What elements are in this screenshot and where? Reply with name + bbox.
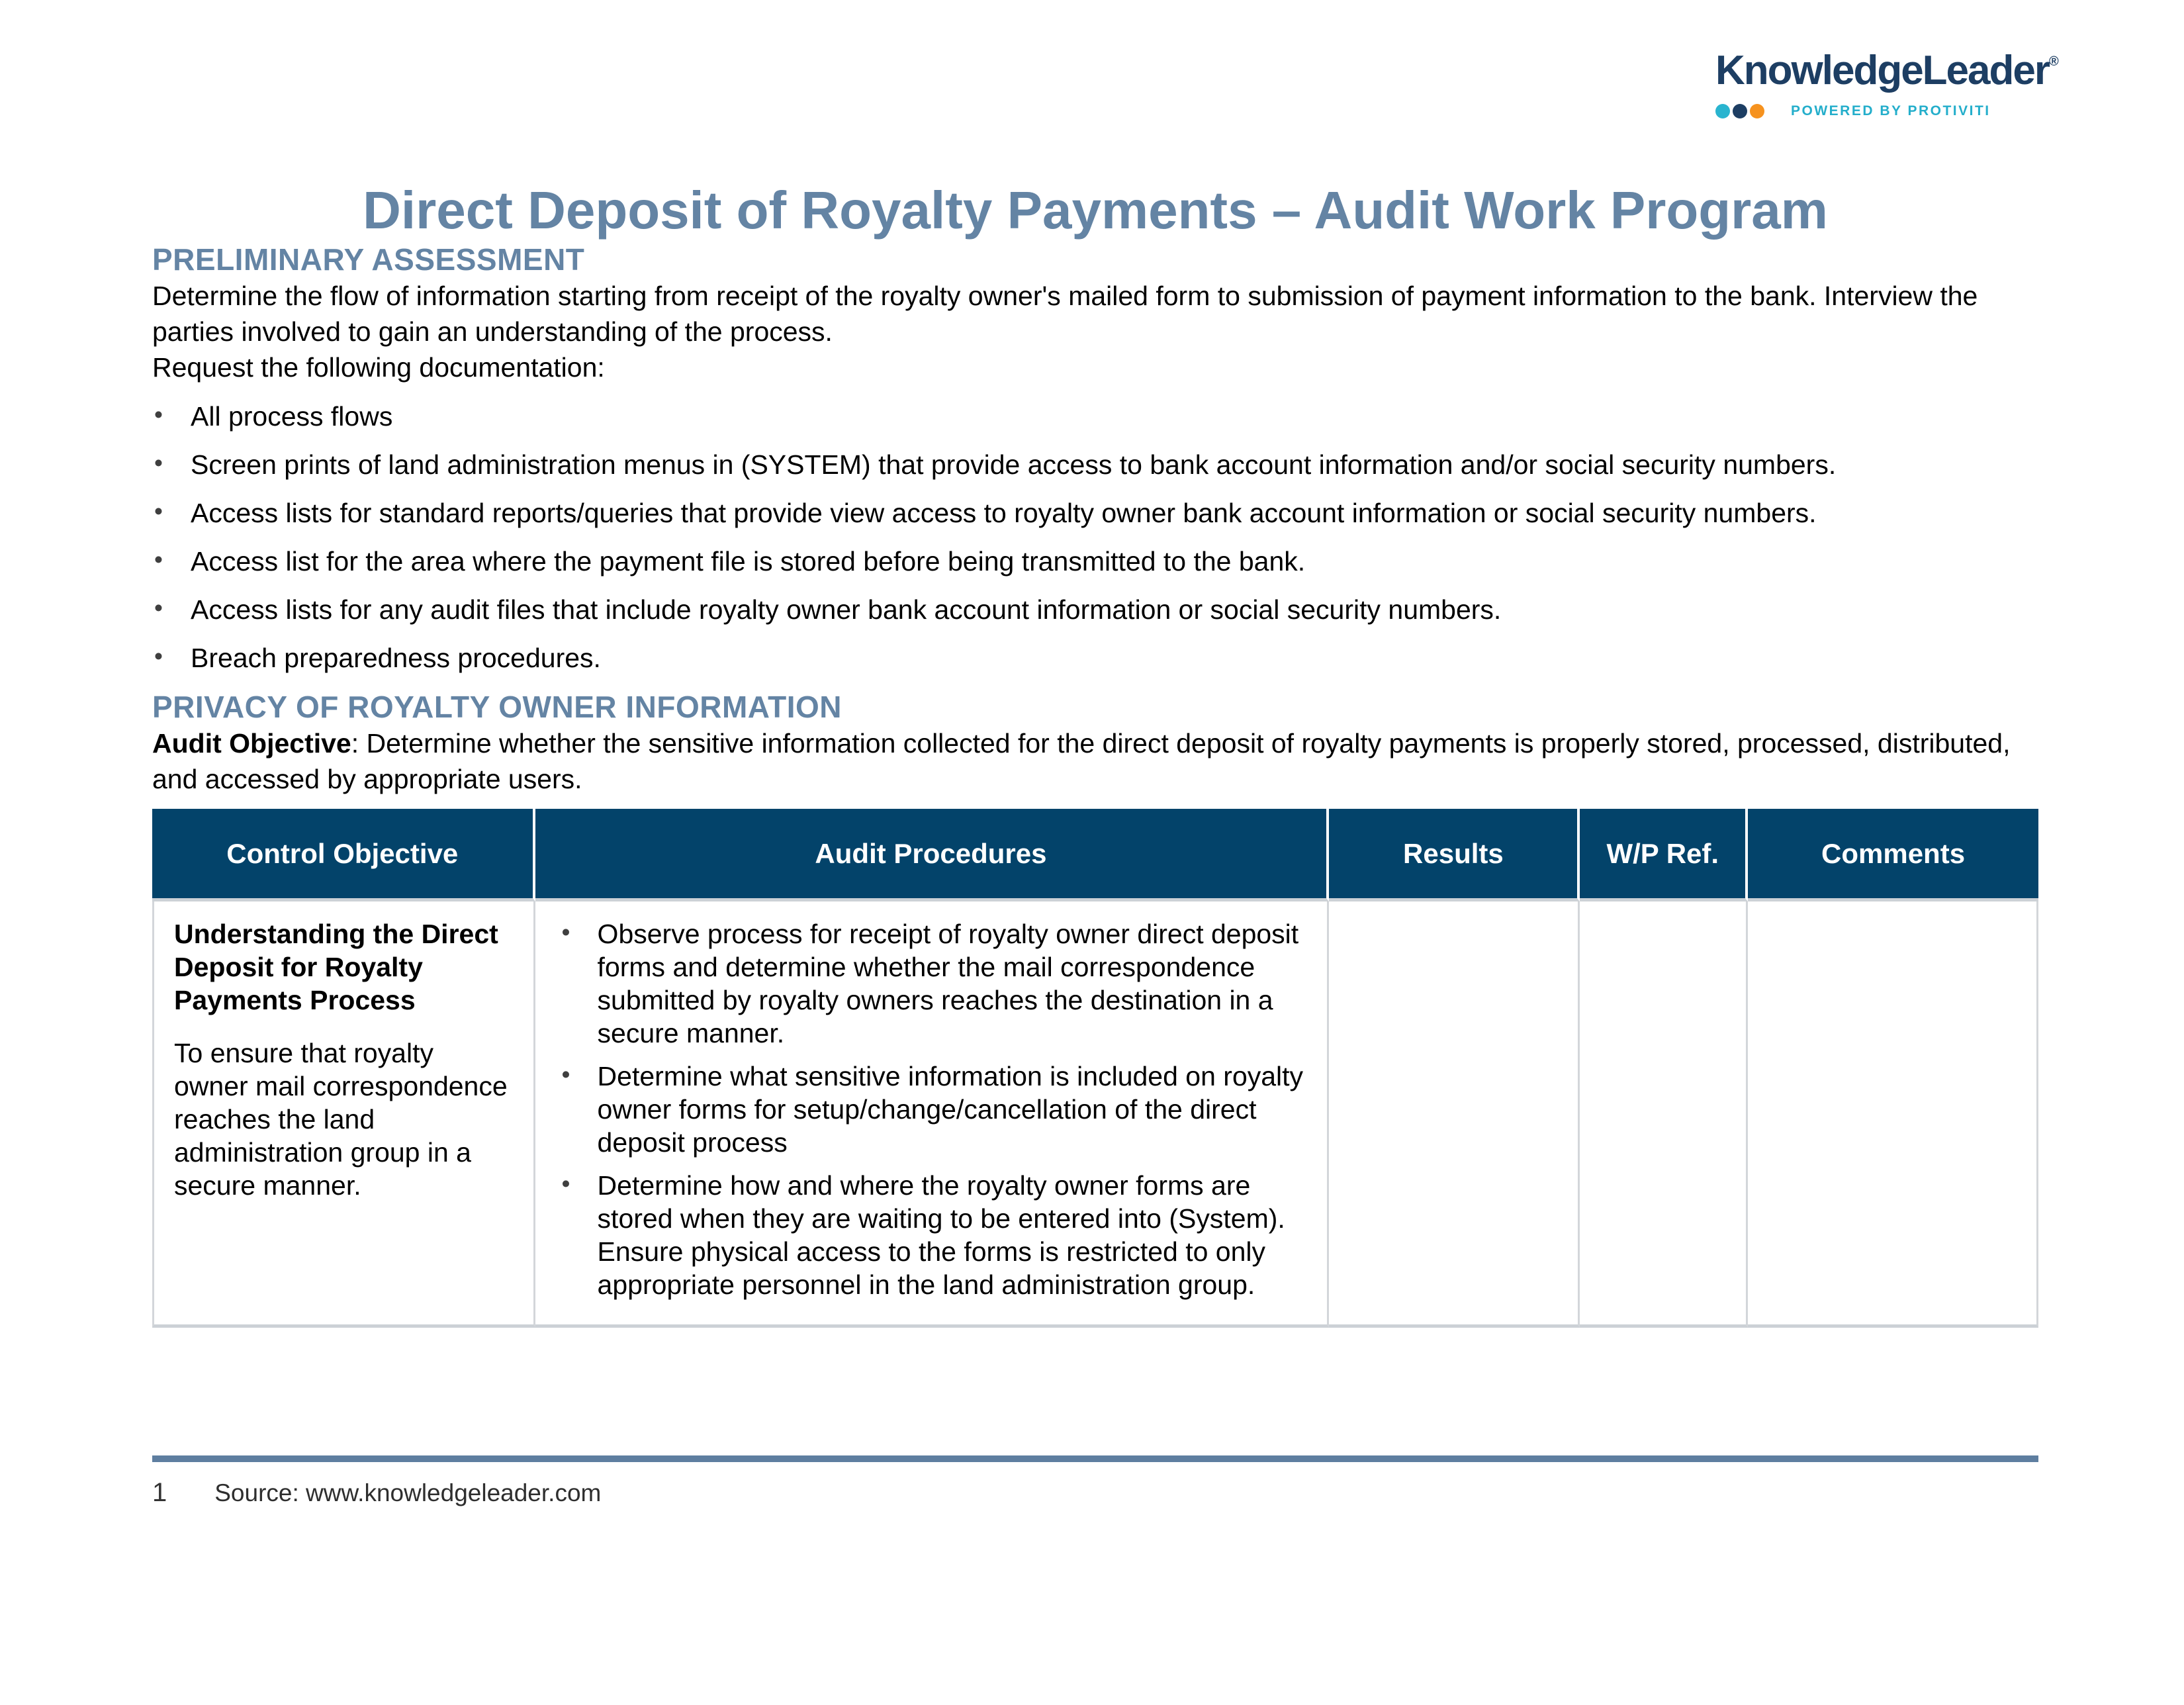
control-objective-title: Understanding the Direct Deposit for Royalty Payments Process (174, 919, 498, 1015)
col-header-audit-procedures: Audit Procedures (535, 809, 1330, 901)
registered-trademark-symbol: ® (2049, 54, 2059, 69)
table-header-row (152, 809, 2038, 901)
col-header-wp-ref: W/P Ref. (1580, 809, 1748, 901)
table-row (152, 901, 2038, 1328)
list-item: • Determine what sensitive information is included on royalty owner forms for setup/change/cancellation of the direct deposit process (555, 1060, 1308, 1159)
cell-comments (1748, 901, 2038, 1328)
list-item: • All process flows (152, 398, 2038, 434)
list-item: • Access list for the area where the payment file is stored before being transmitted to the bank. (152, 543, 2038, 579)
logo-dot-orange-icon (1750, 104, 1764, 118)
audit-objective-text: : Determine whether the sensitive information collected for the direct deposit of royalty payments is properly stored, processed, distributed, and accessed by appropriate users. (152, 728, 2011, 794)
logo-tagline: POWERED BY PROTIVITI (1791, 103, 1991, 118)
logo-wordmark: KnowledgeLeader® (1715, 48, 2059, 93)
cell-wp-ref (1580, 901, 1748, 1328)
page-number: 1 (152, 1478, 167, 1507)
list-item: • Access lists for standard reports/queries that provide view access to royalty owner bank account information or social security numbers. (152, 495, 2038, 531)
footer-divider (152, 1455, 2038, 1462)
request-documentation-label: Request the following documentation: (152, 352, 605, 383)
page-footer (152, 1478, 2038, 1508)
source-attribution: Source: www.knowledgeleader.com (214, 1479, 602, 1506)
section-heading-preliminary-assessment: PRELIMINARY ASSESSMENT (152, 242, 585, 277)
list-item: • Determine how and where the royalty owner forms are stored when they are waiting to be entered into (System). Ensure physical access to the forms is restricted to only appropriate personnel in the land administration group. (555, 1169, 1308, 1301)
list-item: • Breach preparedness procedures. (152, 640, 2038, 676)
knowledgeleader-logo (1715, 50, 2059, 119)
preliminary-intro-paragraph: Determine the flow of information starting from receipt of the royalty owner's mailed form to submission of payment information to the bank. Interview the parties involved to gain an understanding of the process. (152, 281, 1978, 347)
list-item: • Access lists for any audit files that include royalty owner bank account information or social security numbers. (152, 592, 2038, 627)
col-header-control-objective: Control Objective (152, 809, 535, 901)
col-header-comments: Comments (1748, 809, 2038, 901)
logo-dot-navy-icon (1733, 104, 1747, 118)
section-heading-privacy: PRIVACY OF ROYALTY OWNER INFORMATION (152, 690, 842, 724)
logo-dot-teal-icon (1715, 104, 1730, 118)
cell-audit-procedures (535, 901, 1330, 1328)
list-item: • Observe process for receipt of royalty owner direct deposit forms and determine whether the mail correspondence submitted by royalty owners reaches the destination in a secure manner. (555, 917, 1308, 1050)
cell-results (1329, 901, 1580, 1328)
documentation-list (152, 398, 2038, 676)
procedures-list (555, 917, 1308, 1301)
list-item: • Screen prints of land administration menus in (SYSTEM) that provide access to bank account information and/or social security numbers. (152, 447, 2038, 483)
page-title: Direct Deposit of Royalty Payments – Audit Work Program (363, 181, 1828, 240)
audit-objective-paragraph (152, 725, 2038, 797)
audit-work-program-table (152, 809, 2038, 1328)
cell-control-objective (152, 901, 535, 1328)
audit-objective-label: Audit Objective (152, 728, 351, 759)
col-header-results: Results (1329, 809, 1580, 901)
control-objective-description: To ensure that royalty owner mail correspondence reaches the land administration group in a secure manner. (174, 1038, 508, 1201)
